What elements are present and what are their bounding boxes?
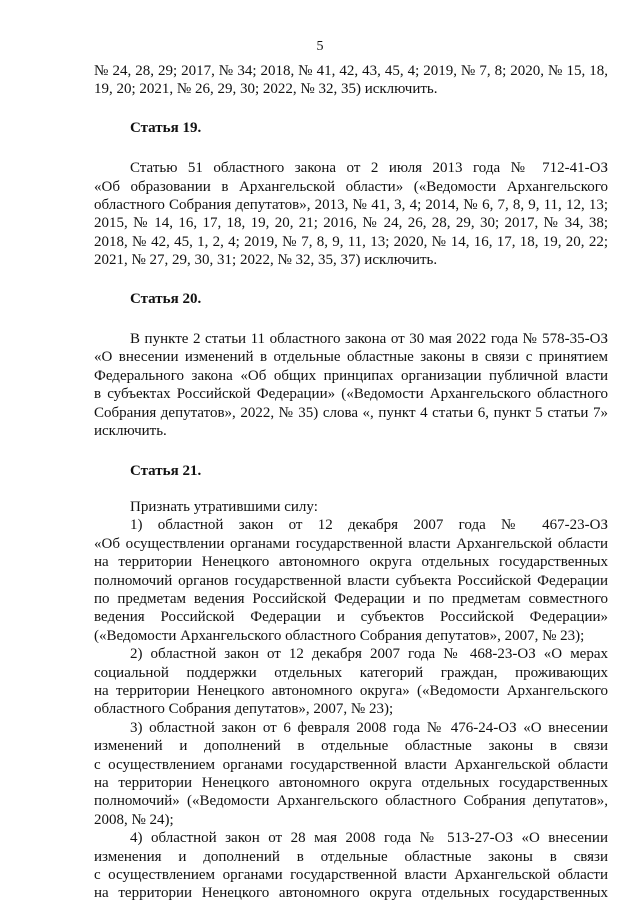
text-line: 19, 20; 2021, № 26, 29, 30; 2022, № 32, 35) исключить. bbox=[94, 81, 438, 98]
text-line: № 24, 28, 29; 2017, № 34; 2018, № 41, 42, 43, 45, 4; 2019, № 7, 8; 2020, № 15, 18, bbox=[94, 63, 608, 79]
text-line: областного Собрания депутатов», 2007, № 23); bbox=[94, 701, 394, 718]
text-line: 2008, № 24); bbox=[94, 811, 174, 828]
text-line: с осуществлением органами государственной власти Архангельской области bbox=[94, 756, 608, 773]
text-line: «О внесении изменений в отдельные областные законы в связи с принятием bbox=[94, 349, 608, 366]
text-line: изменения и дополнений в отдельные областные законы в связи bbox=[94, 848, 608, 865]
page-number: 5 bbox=[316, 39, 324, 54]
text-line: Признать утратившими силу: bbox=[130, 498, 318, 515]
text-line: социальной поддержки отдельных категорий граждан, проживающих bbox=[94, 664, 608, 681]
text-line: по предметам ведения Российской Федерации и по предметам совместного bbox=[94, 590, 608, 607]
text-line: на территории Ненецкого автономного округа отдельных государственных bbox=[94, 885, 608, 902]
text-line: 1) областной закон от 12 декабря 2007 года № 467-23-ОЗ bbox=[130, 517, 608, 534]
text-line: в субъектах Российской Федерации» («Ведомости Архангельского областного bbox=[94, 386, 608, 403]
article-20-heading: Статья 20. bbox=[130, 290, 202, 307]
text-line: «Об осуществлении органами государственной власти Архангельской области bbox=[94, 535, 608, 552]
text-line: «Об образовании в Архангельской области» («Ведомости Архангельского bbox=[94, 178, 608, 195]
text-line: 2018, № 42, 45, 1, 2, 4; 2019, № 7, 8, 9, 11, 13; 2020, № 14, 16, 17, 18, 19, 20, 22; bbox=[94, 233, 608, 250]
text-line: на территории Ненецкого автономного округа» («Ведомости Архангельского bbox=[94, 682, 608, 699]
text-line: на территории Ненецкого автономного округа отдельных государственных bbox=[94, 775, 608, 791]
text-line: Статью 51 областного закона от 2 июля 2013 года № 712-41-ОЗ bbox=[130, 160, 608, 177]
text-line: на территории Ненецкого автономного округа отдельных государственных bbox=[94, 554, 608, 571]
text-line: полномочий» («Ведомости Архангельского областного Собрания депутатов», bbox=[94, 793, 608, 810]
article-19-heading: Статья 19. bbox=[130, 119, 202, 136]
text-line: 3) областной закон от 6 февраля 2008 года № 476-24-ОЗ «О внесении bbox=[130, 719, 608, 736]
text-line: 2015, № 14, 16, 17, 18, 19, 20, 21; 2016, № 24, 26, 28, 29, 30; 2017, № 34, 38; bbox=[94, 215, 608, 232]
text-line: изменений и дополнений в отдельные областные законы в связи bbox=[94, 738, 608, 755]
text-line: полномочий органов государственной власти субъекта Российской Федерации bbox=[94, 572, 608, 589]
text-line: Федерального закона «Об общих принципах организации публичной власти bbox=[94, 367, 608, 384]
text-line: («Ведомости Архангельского областного Собрания депутатов», 2007, № 23); bbox=[94, 627, 585, 644]
text-line: ведения Российской Федерации и субъектов Российской Федерации» bbox=[94, 609, 608, 626]
text-line: исключить. bbox=[94, 423, 167, 440]
text-line: 2) областной закон от 12 декабря 2007 года № 468-23-ОЗ «О мерах bbox=[130, 646, 608, 663]
article-21-heading: Статья 21. bbox=[130, 462, 202, 479]
text-line: с осуществлением органами государственной власти Архангельской области bbox=[94, 867, 608, 884]
text-line: 2021, № 27, 29, 30, 31; 2022, № 32, 35, 37) исключить. bbox=[94, 252, 438, 269]
text-line: областного Собрания депутатов», 2013, № 41, 3, 4; 2014, № 6, 7, 8, 9, 11, 12, 13; bbox=[94, 197, 608, 214]
text-line: В пункте 2 статьи 11 областного закона от 30 мая 2022 года № 578-35-ОЗ bbox=[130, 331, 608, 348]
text-line: Собрания депутатов», 2022, № 35) слова «, пункт 4 статьи 6, пункт 5 статьи 7» bbox=[94, 404, 608, 421]
document-body bbox=[94, 62, 608, 903]
text-line: 4) областной закон от 28 мая 2008 года № 513-27-ОЗ «О внесении bbox=[130, 830, 608, 847]
